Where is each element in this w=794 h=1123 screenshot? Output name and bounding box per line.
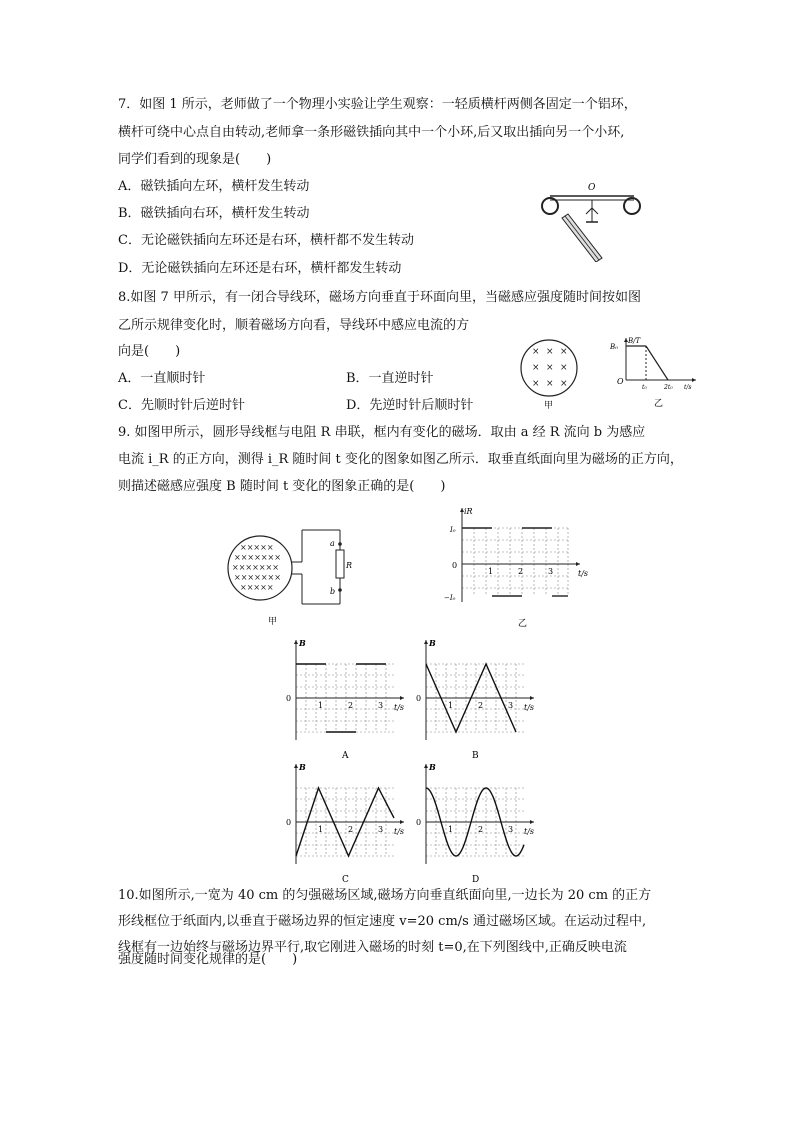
q8-line-2: 乙所示规律变化时，顺着磁场方向看，导线环中感应电流的方 xyxy=(118,318,470,333)
q8-graph-t0: t₀ xyxy=(642,384,647,391)
tick-label: 3 xyxy=(508,701,514,710)
zero-label: 0 xyxy=(416,694,422,703)
caption: A xyxy=(342,751,349,761)
q9-current-zero: 0 xyxy=(452,561,458,570)
q9-circuit-a: a xyxy=(330,539,335,548)
q8-graph-2t0: 2t₀ xyxy=(664,384,673,391)
q9-graph-b[interactable] xyxy=(412,634,542,762)
zero-label: 0 xyxy=(286,818,292,827)
q8-caption-yi: 乙 xyxy=(654,399,664,409)
q9-current-graph xyxy=(440,502,600,632)
svg-text:×××××××: ××××××× xyxy=(234,573,281,582)
y-arrow xyxy=(294,640,298,644)
q7-pivot-label: O xyxy=(588,183,596,193)
y-arrow xyxy=(294,764,298,768)
q7-option-b: B．磁铁插向右环，横杆发生转动 xyxy=(118,206,310,221)
q7-option-c: C．无论磁铁插向左环还是右环，横杆都不发生转动 xyxy=(118,233,414,248)
q7-option-a: A．磁铁插向左环，横杆发生转动 xyxy=(118,179,310,194)
q9-graph-a[interactable] xyxy=(282,634,412,762)
tick-label: 1 xyxy=(448,825,454,834)
q10-line-1: 10.如图所示,一宽为 40 cm 的匀强磁场区域,磁场方向垂直纸面向里,一边长为 20 cm 的正方 xyxy=(118,888,652,903)
q8-graph-b0: B₀ xyxy=(610,343,618,351)
q8-graph-xlabel: t/s xyxy=(684,384,692,391)
tick-label: 2 xyxy=(478,701,484,710)
tick-label: 3 xyxy=(508,825,514,834)
q7-line-1: 7．如图 1 所示，老师做了一个物理小实验让学生观察：一轻质横杆两侧各固定一个铝环， xyxy=(118,97,637,112)
caption: C xyxy=(342,875,349,885)
svg-text:×××××: ××××× xyxy=(240,543,274,552)
tick-label: 3 xyxy=(378,825,384,834)
q9-current-top: I₀ xyxy=(450,526,456,534)
svg-text:×××××××: ××××××× xyxy=(232,563,279,572)
q9-line-1: 9. 如图甲所示，圆形导线框与电阻 R 串联，框内有变化的磁场．取由 a 经 R 流向 b 为感应 xyxy=(118,425,646,440)
q10-line-4: 强度随时间变化规律的是( ) xyxy=(118,952,298,967)
svg-text:×: × xyxy=(532,347,540,357)
caption: D xyxy=(472,875,480,885)
q10-line-2: 形线框位于纸面内,以垂直于磁场边界的恒定速度 v=20 cm/s 通过磁场区域。在运动过程中, xyxy=(118,914,647,929)
svg-text:×××××××: ××××××× xyxy=(234,553,281,562)
x-label: t/s xyxy=(524,703,535,712)
zero-label: 0 xyxy=(286,694,292,703)
tick-label: 2 xyxy=(478,825,484,834)
y-label: B xyxy=(429,762,436,772)
svg-text:×: × xyxy=(546,379,554,389)
q8-line-1: 8.如图 7 甲所示，有一闭合导线环，磁场方向垂直于环面向里，当磁感应强度随时间按如图 xyxy=(118,290,641,305)
x-label: t/s xyxy=(524,827,535,836)
tick-label: 1 xyxy=(318,701,324,710)
q8-option-c: C．先顺时针后逆时针 xyxy=(118,398,245,413)
tick-label: 1 xyxy=(448,701,454,710)
q10-line-3: 线框有一边始终与磁场边界平行,取它刚进入磁场的时刻 t=0,在下列图线中,正确反映电流 xyxy=(118,940,627,955)
x-arrow xyxy=(400,820,404,824)
svg-text:×: × xyxy=(560,379,568,389)
svg-text:×: × xyxy=(546,363,554,373)
q8-b-graph xyxy=(606,334,698,410)
x-label: t/s xyxy=(394,703,405,712)
q8-option-b: B．一直逆时针 xyxy=(346,371,434,386)
q8-graph-origin: O xyxy=(617,377,624,386)
svg-text:×: × xyxy=(532,363,540,373)
y-label: B xyxy=(299,638,306,648)
x-arrow xyxy=(530,696,534,700)
svg-text:×××××: ××××× xyxy=(240,583,274,592)
q8-ring-figure xyxy=(516,338,586,410)
q8-option-a: A．一直顺时针 xyxy=(118,371,206,386)
q9-current-xlabel: t/s xyxy=(578,569,589,578)
q8-option-d: D．先逆时针后顺时针 xyxy=(346,398,474,413)
tick-label: 2 xyxy=(348,825,354,834)
q8-line-3: 向是( ) xyxy=(118,344,181,359)
caption: B xyxy=(472,751,479,761)
q9-circuit-b: b xyxy=(330,587,336,596)
q7-option-d: D．无论磁铁插向左环还是右环，横杆都发生转动 xyxy=(118,261,402,276)
zero-label: 0 xyxy=(416,818,422,827)
y-arrow xyxy=(424,764,428,768)
svg-text:×: × xyxy=(560,347,568,357)
x-arrow xyxy=(530,820,534,824)
q9-current-tick-1: 1 xyxy=(488,567,494,576)
q9-line-2: 电流 i_R 的正方向，测得 i_R 随时间 t 变化的图象如图乙所示．取垂直纸面向里为磁场的正方向， xyxy=(118,452,683,467)
q7-rings-figure xyxy=(536,178,646,262)
svg-text:×: × xyxy=(546,347,554,357)
q9-current-bottom: −I₀ xyxy=(444,594,456,602)
tick-label: 2 xyxy=(348,701,354,710)
tick-label: 3 xyxy=(378,701,384,710)
q9-caption-yi: 乙 xyxy=(518,619,528,629)
q9-graph-c[interactable] xyxy=(282,758,412,886)
q7-line-3: 同学们看到的现象是( ) xyxy=(118,152,272,167)
x-label: t/s xyxy=(394,827,405,836)
svg-text:×: × xyxy=(560,363,568,373)
q9-line-3: 则描述磁感应强度 B 随时间 t 变化的图象正确的是( ) xyxy=(118,479,446,494)
q8-caption-jia: 甲 xyxy=(544,401,554,410)
q8-graph-ylabel: B/T xyxy=(628,337,641,345)
svg-text:×: × xyxy=(532,379,540,389)
y-label: B xyxy=(429,638,436,648)
y-label: B xyxy=(299,762,306,772)
q7-line-2: 横杆可绕中心点自由转动,老师拿一条形磁铁插向其中一个小环,后又取出插向另一个小环, xyxy=(118,125,625,140)
tick-label: 1 xyxy=(318,825,324,834)
y-arrow xyxy=(424,640,428,644)
q9-circuit-figure xyxy=(222,524,360,630)
q9-current-tick-2: 2 xyxy=(518,567,524,576)
q9-caption-jia: 甲 xyxy=(268,617,278,627)
q9-current-tick-3: 3 xyxy=(548,567,554,576)
q9-current-ylabel: iR xyxy=(464,507,473,516)
q9-graph-d[interactable] xyxy=(412,758,542,886)
q9-circuit-r: R xyxy=(346,561,353,570)
x-arrow xyxy=(400,696,404,700)
